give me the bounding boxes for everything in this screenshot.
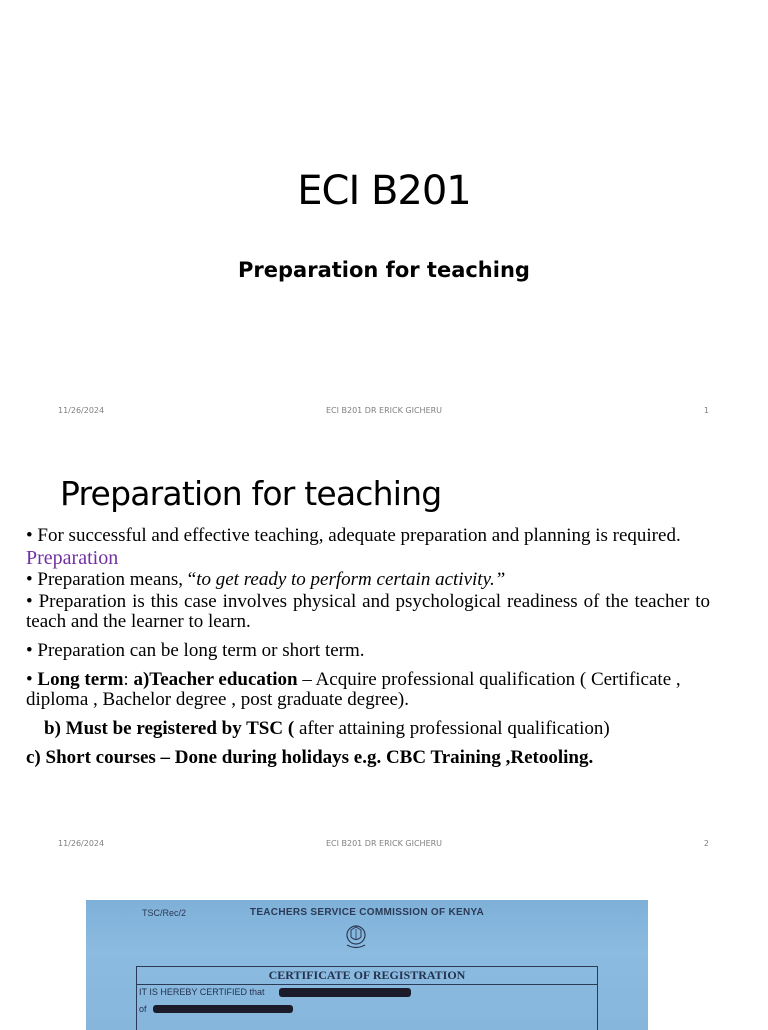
- footer-course: ECI B201 DR ERICK GICHERU: [325, 839, 443, 848]
- sub-item-text: after attaining professional qualification): [294, 718, 610, 739]
- bullet-label: Long term: [37, 669, 124, 690]
- slide-subtitle: Preparation for teaching: [238, 258, 530, 282]
- bullet-subitem: a)Teacher education: [133, 669, 298, 690]
- page-number: 2: [703, 839, 709, 848]
- certificate-organization: TEACHERS SERVICE COMMISSION OF KENYA: [249, 907, 485, 918]
- bullet-text: Preparation means, “: [37, 569, 197, 590]
- bullet-text: – Acquire professional qualification ( Certificate , diploma , Bachelor degree , post graduate degree).: [26, 669, 681, 710]
- bullet-text: For successful and effective teaching, adequate preparation and planning is required.: [37, 525, 681, 546]
- slide-footer: [0, 839, 768, 851]
- slide-body: [26, 526, 710, 768]
- bullet-item: • Long term: a)Teacher education – Acquire professional qualification ( Certificate , diploma , Bachelor degree , post graduate degree).: [26, 669, 681, 710]
- sub-item: [26, 719, 710, 739]
- bullet-item: • Preparation is this case involves physical and psychological readiness of the teacher to teach and the learner to learn.: [26, 591, 710, 632]
- bullet-text: Preparation can be long term or short term.: [37, 640, 365, 661]
- slide-footer: [0, 406, 768, 418]
- certificate-code: TSC/Rec/2: [142, 908, 187, 918]
- bullet-text: .”: [489, 569, 506, 590]
- certificate-line: IT IS HEREBY CERTIFIED that: [139, 987, 265, 997]
- section-heading: Preparation: [26, 547, 119, 569]
- certificate-heading: CERTIFICATE OF REGISTRATION: [137, 967, 597, 985]
- page-number: 1: [703, 406, 709, 415]
- slide-title: ECI B201: [297, 168, 471, 214]
- coat-of-arms-seal-icon: [344, 924, 368, 950]
- footer-course: ECI B201 DR ERICK GICHERU: [325, 406, 443, 415]
- slide-2: [0, 432, 768, 864]
- slide-title: Preparation for teaching: [60, 474, 442, 513]
- footer-date: 11/26/2024: [58, 839, 105, 848]
- slide-3: [0, 864, 768, 1024]
- bullet-item: • Preparation can be long term or short term.: [26, 640, 365, 661]
- bullet-item: • For successful and effective teaching, adequate preparation and planning is required.: [26, 525, 681, 546]
- slide-1: [0, 0, 768, 432]
- certificate-photo: [86, 900, 648, 1030]
- sub-item: c) Short courses – Done during holidays e.g. CBC Training ,Retooling.: [26, 747, 594, 768]
- certificate-frame: [136, 966, 598, 1030]
- bullet-separator: :: [123, 669, 134, 690]
- bullet-item: • Preparation means, “to get ready to perform certain activity.”: [26, 569, 506, 590]
- sub-item-label: b) Must be registered by TSC (: [44, 718, 295, 739]
- redaction-mark: [153, 1005, 293, 1013]
- certificate-line: of: [139, 1004, 147, 1014]
- redaction-mark: [279, 988, 411, 997]
- bullet-text: Preparation is this case involves physical and psychological readiness of the teacher to teach and the learner to learn.: [26, 591, 710, 632]
- footer-date: 11/26/2024: [58, 406, 105, 415]
- definition-emphasis: to get ready to perform certain activity: [196, 569, 490, 590]
